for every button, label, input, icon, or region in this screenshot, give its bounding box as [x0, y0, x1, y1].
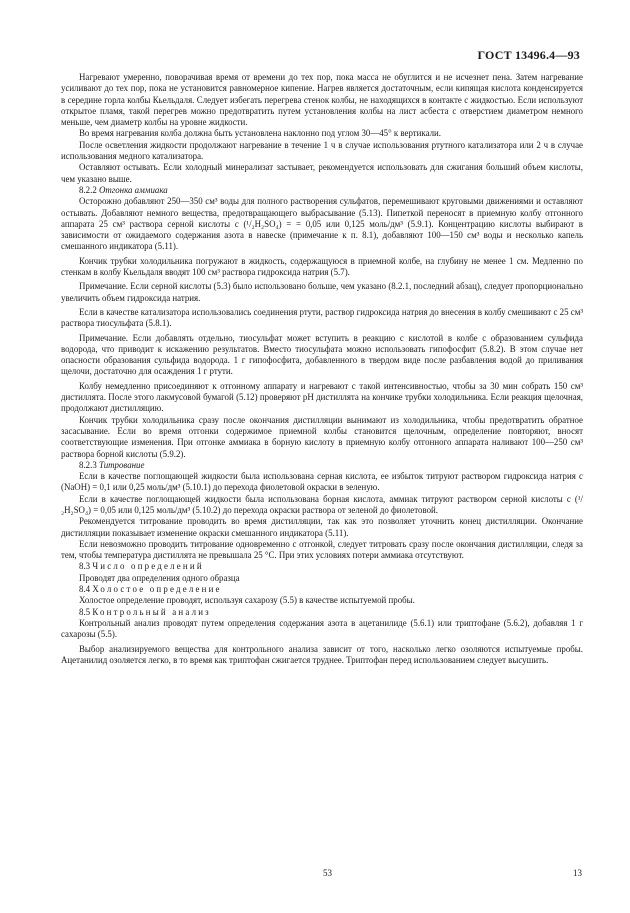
paragraph: Если в качестве катализатора использовались соединения ртути, раствор гидроксида натрия до внесения в колбу смешивают с 25 см³ раствора тиосульфата (5.8.1). [61, 306, 583, 329]
paragraph: Проводят два определения одного образца [79, 572, 240, 583]
section-heading-8-4 [61, 584, 583, 595]
document-body [61, 72, 583, 666]
section-title: Холостое определение [92, 584, 222, 595]
page-number-right: 13 [573, 868, 582, 878]
section-heading-8-3 [61, 561, 583, 572]
paragraph: Рекомендуется титрование проводить во время дистилляции, так как это позволяет уточнить конец дистилляции. Окончание дистилляции показывает изменение окраски смешанного индикатора (5.11). [61, 516, 583, 538]
paragraph: Нагревают умеренно, поворачивая время от времени до тех пор, пока масса не обуглится и не исчезнет пена. Затем нагревание усиливают до тех пор, пока не установится равномерное кипение. Нагрев является достаточным, если кипящая кислота конденсируется в середине горла колбы Кьельдаля. Следует избегать перегрева стенок колбы, не находящихся в контакте с жидкостью. Если используют открытое пламя, такой перегрев можно предотвратить путем установления колбы на лист асбеста с отверстием диаметром немного меньше, чем диаметр колбы на уровне жидкости. [61, 72, 583, 128]
section-heading-8-2-3 [61, 460, 583, 471]
paragraph: Выбор анализируемого вещества для контрольного анализа зависит от того, насколько легко озоляются испытуемые пробы. Ацетанилид озоляется легко, в то время как триптофан сжигается труднее. Триптофан перед использованием следует высушить. [61, 643, 583, 665]
section-title: Число определений [92, 561, 204, 572]
paragraph: Контрольный анализ проводят путем определения содержания азота в ацетанилиде (5.6.1) или триптофане (5.6.2), добавляя 1 г сахарозы (5.5). [61, 617, 583, 640]
section-heading-8-2-2 [61, 185, 583, 196]
section-number: 8.4 [79, 584, 91, 595]
paragraph: Если в качестве поглощающей жидкости была использована борная кислота, аммиак титруют раствором серной кислоты с (¹/₂H₂SO₄) = 0,05 или 0,125 моль/дм³ (5.10.2) до перехода окраски раствора от зеленой до фиолетовой. [61, 493, 583, 515]
paragraph: Осторожно добавляют 250—350 см³ воды для полного растворения сульфатов, перемешивают круговыми движениями и оставляют остывать. Добавляют немного вещества, предотвращающего выбрасывание (5.13). Пипеткой переносят в приемную колбу отгонного аппарата 25 см³ раствора серной кислоты с (¹/₂H₂SO₄) = = 0,05 или 0,125 моль/дм³ (5.9.1). Концентрацию кислоты выбирают в зависимости от ожидаемого содержания азота в навеске (примечание к п. 8.1), добавляют 100—150 см³ воды и несколько капель смешанного индикатора (5.11). [61, 196, 583, 252]
note-paragraph: Примечание. Если добавлять отдельно, тиосульфат может вступить в реакцию с кислотой в колбе с образованием сульфида водорода, что приводит к искажению результатов. Вместо тиосульфата можно использовать гипофосфит (5.8.2). В этом случае нет опасности образования сульфида водорода. 1 г гипофосфита, добавленного в твердом виде после разбавления водой до приливания щелочи, достаточно для осаждения 1 г ртути. [61, 332, 583, 377]
section-number: 8.5 [79, 606, 91, 617]
section-title: Контрольный анализ [92, 606, 211, 617]
section-title: Отгонка аммиака [98, 184, 168, 195]
page-header-standard-number: ГОСТ 13496.4—93 [477, 48, 580, 62]
section-number: 8.3 [79, 561, 91, 572]
section-heading-8-5 [61, 607, 583, 618]
page-number-center: 53 [323, 868, 332, 878]
paragraph: Если невозможно проводить титрование одновременно с отгонкой, следует титровать сразу после окончания дистилляции, следя за тем, чтобы температура дистиллята не превышала 25 °С. При этих условиях потери аммиака отсутствуют. [61, 538, 583, 561]
section-number: 8.2.3 [79, 459, 97, 470]
paragraph: Оставляют остывать. Если холодный минерализат застывает, рекомендуется использовать для сжигания больший объем кислоты, чем указано выше. [61, 162, 583, 184]
paragraph: Во время нагревания колба должна быть установлена наклонно под углом 30—45° к вертикали. [79, 128, 442, 139]
paragraph: После осветления жидкости продолжают нагревание в течение 1 ч в случае использования ртутного катализатора или 2 ч в случае использования медного катализатора. [61, 139, 583, 162]
paragraph: Кончик трубки холодильника сразу после окончания дистилляции вынимают из холодильника, чтобы предотвратить обратное засасывание. Если во время отгонки содержимое приемной колбы становится щелочным, определение повторяют, вносят соответствующие изменения. При отгонке аммиака в борную кислоту в приемную колбу отгонного аппарата наливают 100—250 см³ раствора борной кислоты (5.9.2). [61, 414, 583, 459]
paragraph: Холостое определение проводят, используя сахарозу (5.5) в качестве испытуемой пробы. [79, 595, 415, 606]
section-number: 8.2.2 [79, 184, 97, 195]
paragraph: Колбу немедленно присоединяют к отгонному аппарату и нагревают с такой интенсивностью, чтобы за 30 мин собрать 150 см³ дистиллята. После этого лакмусовой бумагой (5.12) проверяют pH дистиллята на кончике трубки холодильника. Если реакция щелочная, продолжают дистилляцию. [61, 380, 583, 414]
paragraph: Если в качестве поглощающей жидкости была использована серная кислота, ее избыток титруют раствором гидроксида натрия с (NaOH) = 0,1 или 0,25 моль/дм³ (5.10.1) до перехода фиолетовой окраски в зеленую. [61, 471, 583, 493]
paragraph: Кончик трубки холодильника погружают в жидкость, содержащуюся в приемной колбе, на глубину не менее 1 см. Медленно по стенкам в колбу Кьельдаля вводят 100 см³ раствора гидроксида натрия (5.7). [61, 255, 583, 278]
note-paragraph: Примечание. Если серной кислоты (5.3) было использовано больше, чем указано (8.2.1, последний абзац), следует пропорционально увеличить объем гидроксида натрия. [61, 281, 583, 303]
section-title: Титрование [98, 459, 145, 470]
